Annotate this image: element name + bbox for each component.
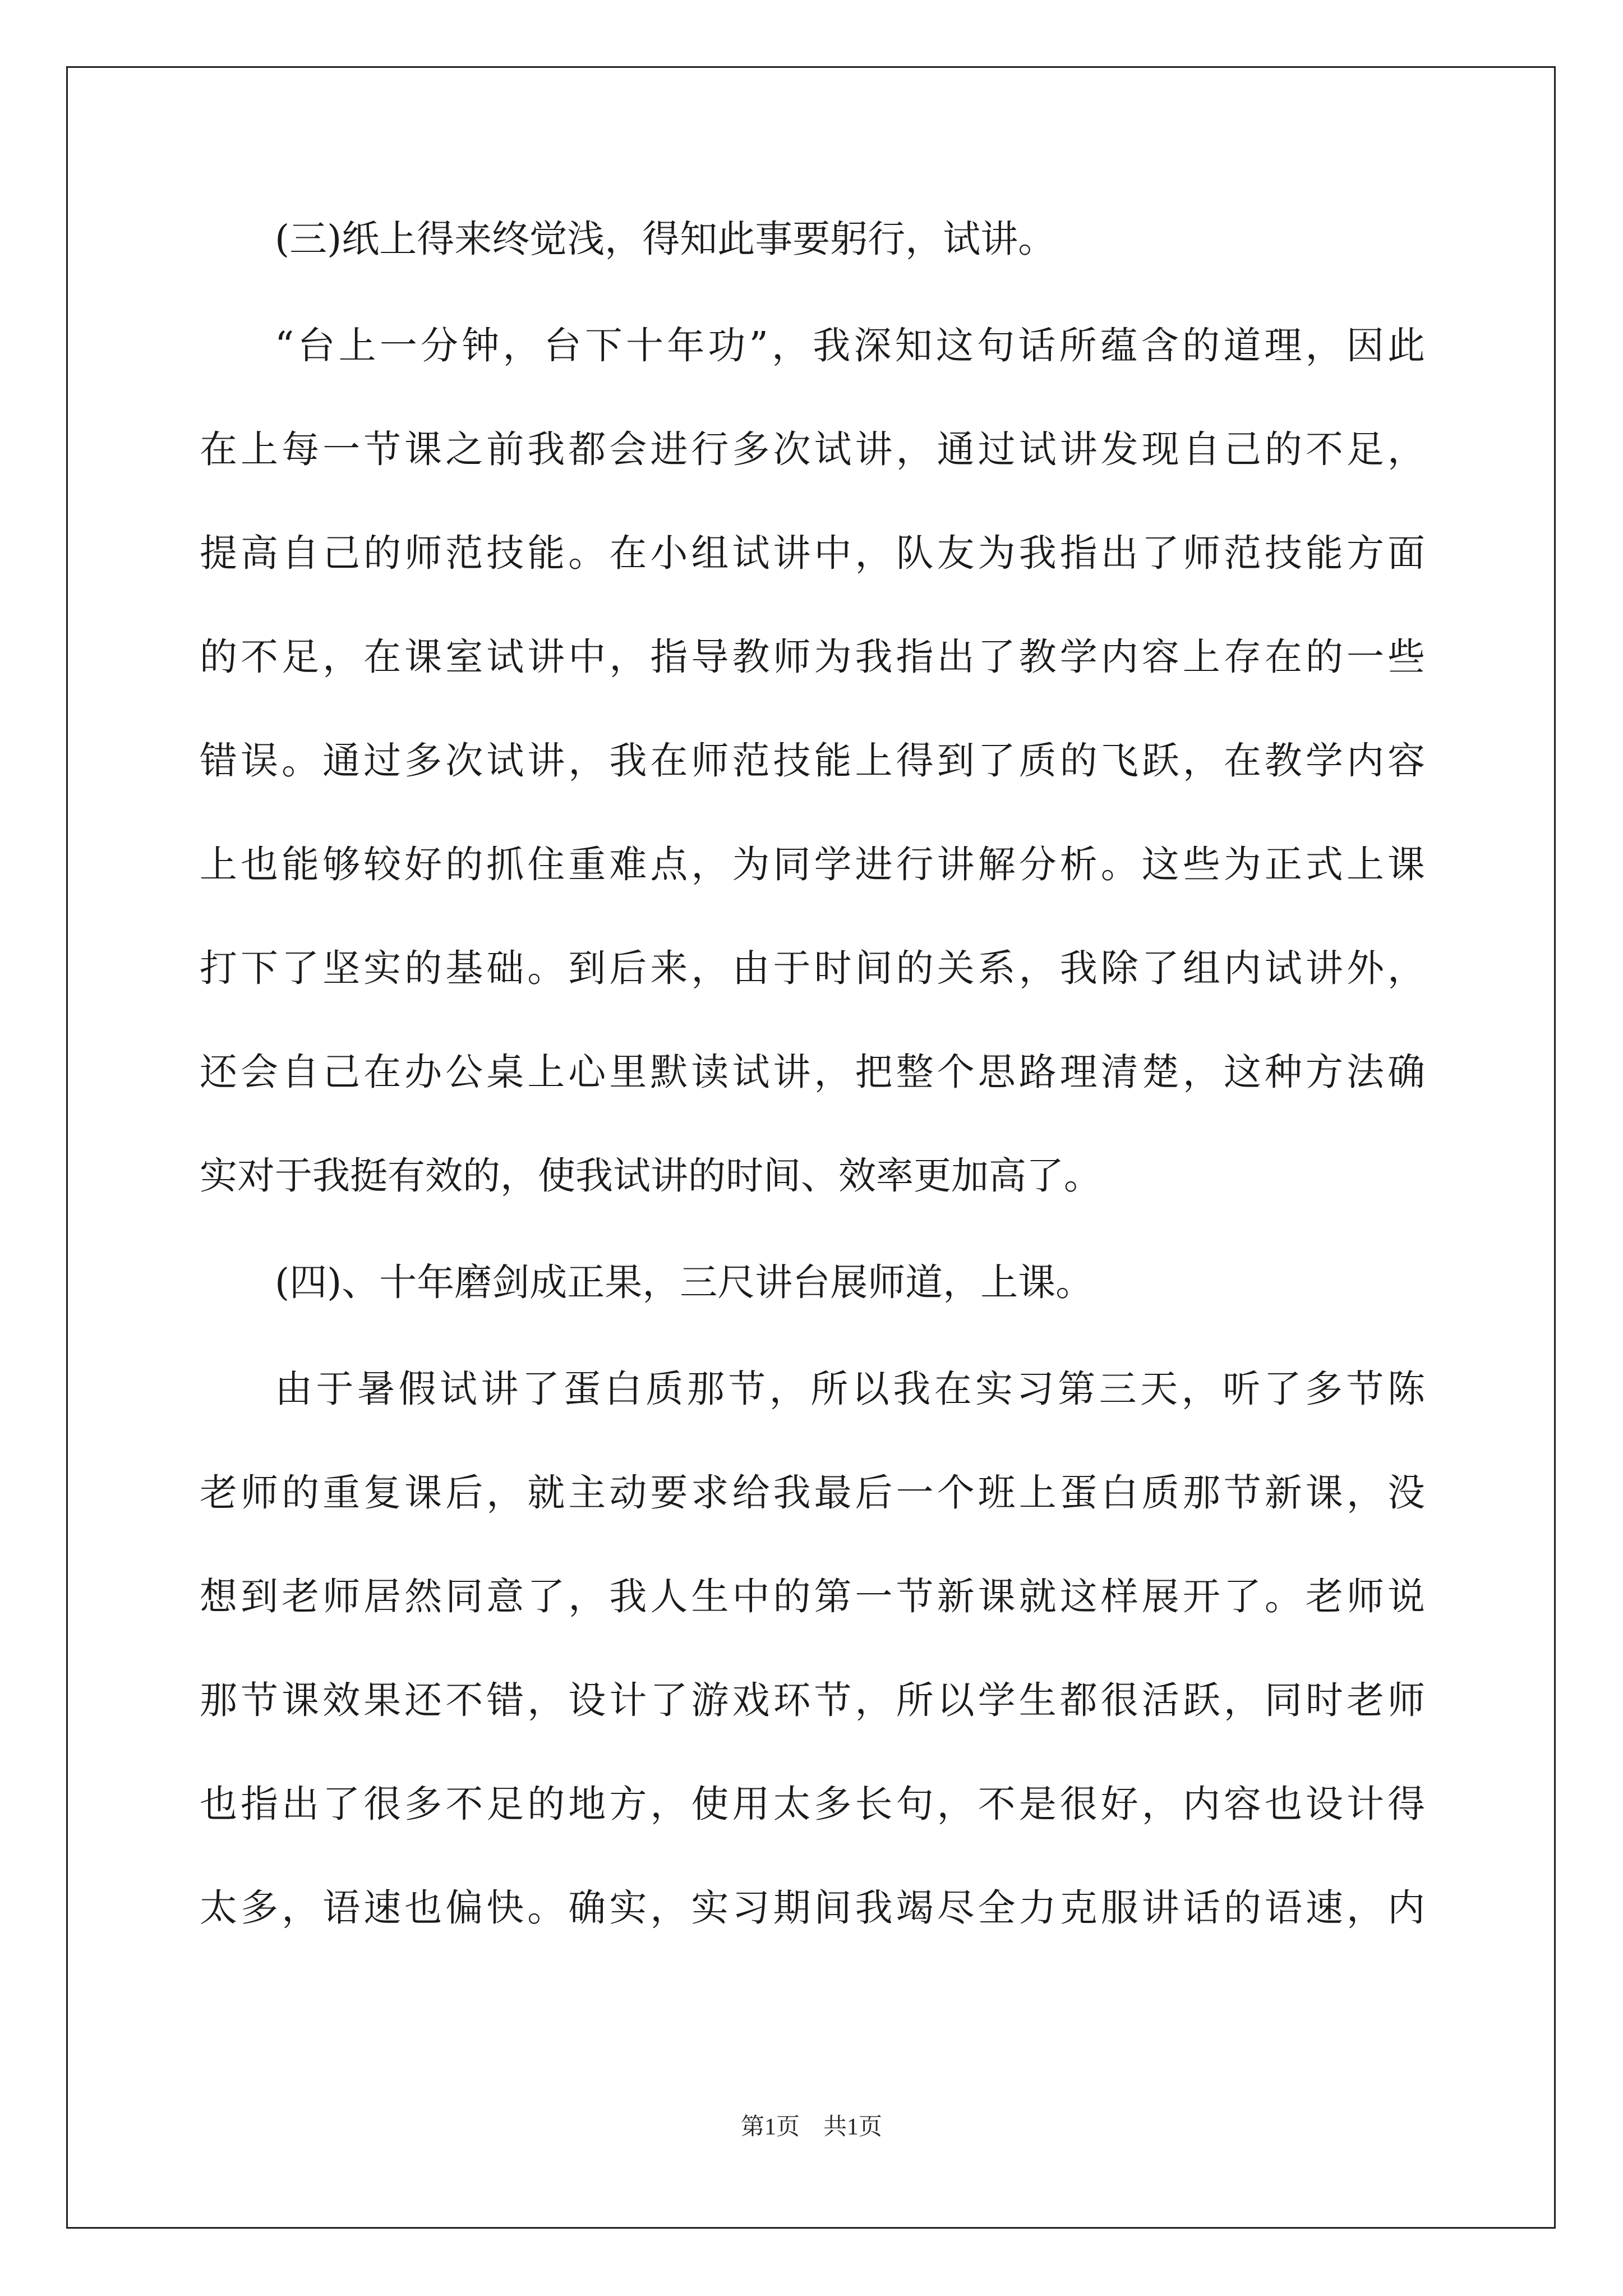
paragraph-line: 打下了坚实的基础。到后来，由于时间的关系，我除了组内试讲外，	[200, 946, 1425, 990]
paragraph-line: 提高自己的师范技能。在小组试讲中，队友为我指出了师范技能方面	[200, 531, 1425, 575]
paragraph-line: “台上一分钟，台下十年功”，我深知这句话所蕴含的道理，因此	[275, 324, 1425, 367]
paragraph-line: 也指出了很多不足的地方，使用太多长句，不是很好，内容也设计得	[200, 1782, 1425, 1826]
paragraph-line: 那节课效果还不错，设计了游戏环节，所以学生都很活跃，同时老师	[200, 1678, 1425, 1722]
paragraph-line: 由于暑假试讲了蛋白质那节，所以我在实习第三天，听了多节陈	[275, 1367, 1425, 1411]
heading-section-4: (四)、十年磨剑成正果，三尺讲台展师道，上课。	[275, 1260, 1094, 1304]
paragraph-line: 想到老师居然同意了，我人生中的第一节新课就这样展开了。老师说	[200, 1575, 1425, 1618]
paragraph-line: 错误。通过多次试讲，我在师范技能上得到了质的飞跃，在教学内容	[200, 739, 1425, 783]
paragraph-line: 还会自己在办公桌上心里默读试讲，把整个思路理清楚，这种方法确	[200, 1050, 1425, 1094]
page-footer: 第1页 共1页	[740, 2114, 882, 2140]
paragraph-line: 老师的重复课后，就主动要求给我最后一个班上蛋白质那节新课，没	[200, 1471, 1425, 1515]
paragraph-line: 在上每一节课之前我都会进行多次试讲，通过试讲发现自己的不足，	[200, 427, 1425, 471]
heading-section-3: (三)纸上得来终觉浅，得知此事要躬行，试讲。	[275, 217, 1056, 261]
paragraph-line: 的不足，在课室试讲中，指导教师为我指出了教学内容上存在的一些	[200, 635, 1425, 679]
paragraph-line: 太多，语速也偏快。确实，实习期间我竭尽全力克服讲话的语速，内	[200, 1886, 1425, 1930]
paragraph-line: 上也能够较好的抓住重难点，为同学进行讲解分析。这些为正式上课	[200, 843, 1425, 886]
paragraph-line: 实对于我挺有效的，使我试讲的时间、效率更加高了。	[200, 1154, 1101, 1198]
